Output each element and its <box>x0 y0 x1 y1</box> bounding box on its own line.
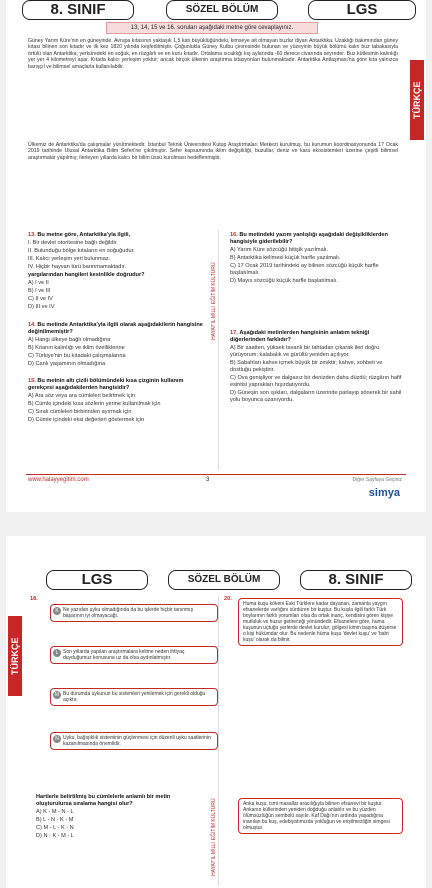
statement-item: IV. Hiçbir hayvan türü barınmamaktadır. <box>28 264 127 270</box>
question-20-number <box>224 596 232 603</box>
answer-option[interactable]: C) 17 Ocak 2019 tarihindeki ay bilinen sözcüğü küçük harfle başlatılmalı. <box>230 263 379 276</box>
next-page-note: Diğer Sayfaya Geçiniz <box>352 477 402 483</box>
section-label: SÖZEL BÖLÜM <box>168 570 280 590</box>
answer-option[interactable]: B) Antarktika kelimesi küçük harfle yazılmalı. <box>230 255 341 261</box>
statement-text: Son yıllarda yapılan araştırmalara kelime neden ihtiyaç duyduğumuz konusuna uz da olsa aydınlatmıştır. <box>63 649 185 661</box>
answer-option[interactable]: A) K - M - N - L <box>36 809 74 815</box>
passage-paragraph-1: Güney Yarım Küre'nin en güneyinde, Avrupa kıtasının yaklaşık 1,5 katı büyüklüğündeki, kimseye ait olmayan buzlar diyarı Antarktika. Uzaklığı bakımından güney kıtası bilinen son kıtadır ve ilk kez 1820 yılında keşfedilmiştir. Çoğunlukla Güney Kutbu çevresinde bulunan ve yüzeyinin büyük bölümü kalın buz tabakasıyla örtülü olan Antarktika; yerküredeki en soğuk, en rüzgârlı ve en kuru kıtadır. Ortalama sıcaklığı kış aylarında -60 derece civarında seyreder. Buz kütlesinin kalınlığı yer yer 4 kilometreyi aşar. Kıtada kalıcı yerleşim yoktur; ancak birçok ülkenin araştırma istasyonları bulunmaktadır. Antarktika Antlaşması'na göre kıta yalnızca barışçıl ve bilimsel amaçlarla kullanılabilir. <box>28 38 398 70</box>
question-stem: Bu metnin altı çizili bölümündeki kısa çizginin kullanım gerekçesi aşağıdakilerden hangisidir? <box>28 378 184 391</box>
statement-text: Uyku, bağışıklık sisteminin güçlenmesi için düzenli uyku saatlerinin kazanılmasında önemlidir. <box>63 735 211 747</box>
question-13 <box>28 232 208 311</box>
answer-option[interactable]: C) II ve IV <box>28 296 53 302</box>
answer-option[interactable]: D) Cümle içindeki eksi değerleri göstermek için <box>28 417 145 423</box>
subject-tab: TÜRKÇE <box>410 60 424 140</box>
answer-option[interactable]: A) Bir saatten, yüksek tavanlı bir tahtadan çıkarak ileri doğru yürüyorum; kalabalık ve gürültü yeniden açılıyor. <box>230 345 380 358</box>
section-label: SÖZEL BÖLÜM <box>166 0 278 20</box>
answer-option[interactable]: C) Türkiye'nin bu kıtadaki çalışmalarına <box>28 353 126 359</box>
vertical-caption: HAYAT'IL MİLLİ EĞİTİM KÜLTÜRÜ <box>211 262 217 340</box>
passage-text: Huma kuşu kökeni Eski Türklere kadar dayanan, zamanla yaygın efsanelerde varlığını sürdüren bir kuştur. Bu kuşla ilgili farklı Türk boylarının farklı yorumları olsa da ortak inanç, kendisini gören kişiye mutluluk ve huzur getireceği yönündedir. Efsanelere göre, huma kuşunun uçtuğu yerlerde devlet kurulur; gölgesi kimin başına düşerse o kişi hükümdar olur. Bu nedenle hüma kuşu 'devlet kuşu' ve 'baht kuşu' olarak da bilinir. <box>243 601 397 643</box>
statement-item: II. Bulunduğu bölge kıtaların en soğuğudur. <box>28 248 135 254</box>
question-stem: Hartlerle belirtilmiş bu cümlelerle anlamlı bir metin oluşturulursa sıralama hangisi olur? <box>36 794 171 807</box>
statement-item: III. Kalıcı yerleşim yeri bulunmaz. <box>28 256 111 262</box>
statement-box-k <box>50 604 218 622</box>
passage-text: Anka kuşu, ismi masallar aracılığıyla bilinen efsanevi bir kuştur. Ankanın küllerinden yeniden doğduğu anlatılır ve bu yüzden ölümsüzlüğün sembolü sayılır. Kaf Dağı'nın ardında yaşadığına inanılan bu kuş, edebiyatımızda yokluğun ve erişilmezliğin simgesi olmuştur. <box>243 801 390 831</box>
page-number: 3 <box>206 477 210 483</box>
grade-label: 8. SINIF <box>22 0 134 20</box>
letter-badge: K <box>53 607 61 615</box>
answer-option[interactable]: A) Hangi ülkeye bağlı olmadığına <box>28 337 111 343</box>
statement-text: Bu durumda uykunun bu sistemleri yenilemek için gerekli olduğu açıktır. <box>63 691 206 703</box>
statement-text: Ne yazıdan uyku olmadığında da bu işlerde hiçbir tanınmış başarının iyi olmayacağı. <box>63 607 194 619</box>
answer-option[interactable]: A) I ve II <box>28 280 49 286</box>
worksheet-page-1 <box>6 0 426 512</box>
answer-option[interactable]: C) Ova genişliyor ve dalgasız bir denizden daha düzdü; rüzgârın hafif esintisi yaprakları hışırdatıyordu. <box>230 375 402 388</box>
publisher-logo: simya <box>368 487 400 499</box>
exam-label: LGS <box>308 0 416 20</box>
question-number: 18. <box>30 596 38 602</box>
statement-box-m <box>50 688 218 706</box>
vertical-caption: HAYAT'IL MİLLİ EĞİTİM KÜLTÜRÜ <box>211 798 217 876</box>
question-number: 17. <box>230 330 238 336</box>
column-divider <box>218 596 219 886</box>
grade-label: 8. SINIF <box>300 570 412 590</box>
question-17 <box>230 330 405 404</box>
passage-box-huma <box>238 598 403 646</box>
question-stem: Bu metinde Antarktika'yla ilgili olarak aşağıdakilerin hangisine değinilmemiştir? <box>28 322 203 335</box>
question-number: 14. <box>28 322 36 328</box>
letter-badge: N <box>53 735 61 743</box>
answer-option[interactable]: B) I ve III <box>28 288 51 294</box>
question-number: 16. <box>230 232 238 238</box>
answer-option[interactable]: C) Sıralı cümleleri birbirinden ayırmak için <box>28 409 132 415</box>
worksheet-page-2 <box>6 536 426 888</box>
answer-option[interactable]: B) Cümle içindeki kısa sözlerin yerine kullanılmak için <box>28 401 161 407</box>
passage-box-anka <box>238 798 403 834</box>
answer-option[interactable]: B) L - N - K - M <box>36 817 74 823</box>
answer-option[interactable]: D) Mayıs sözcüğü küçük harfle başlatılmalı. <box>230 278 338 284</box>
question-stem: Bu metne göre, Antarktika'yla ilgili, <box>37 232 131 238</box>
exam-label: LGS <box>46 570 148 590</box>
answer-option[interactable]: D) III ve IV <box>28 304 55 310</box>
instruction-banner: 13, 14, 15 ve 16. soruları aşağıdaki metne göre cevaplayınız. <box>106 22 318 34</box>
question-18-number <box>30 596 38 603</box>
question-number: 15. <box>28 378 36 384</box>
page-header <box>16 0 416 20</box>
statement-box-l <box>50 646 218 664</box>
answer-option[interactable]: D) Canlı yaşamının olmadığına <box>28 361 106 367</box>
question-18 <box>36 794 206 840</box>
question-stem: Aşağıdaki metinlerden hangisinin anlatım tekniği diğerlerinden farklıdır? <box>230 330 370 343</box>
answer-option[interactable]: C) M - L - K - N <box>36 825 74 831</box>
answer-option[interactable]: D) Güneşin son ışıkları, dalgaların üzerinde parlayıp sönerek bir sahil yolu boyunca uzanıyordu. <box>230 390 402 403</box>
letter-badge: M <box>54 692 60 698</box>
footer-rule <box>26 474 406 475</box>
answer-option[interactable]: B) Kıtanın kalınlığı ve iklim özelliklerine <box>28 345 125 351</box>
publisher-url[interactable]: www.halayyegitim.com <box>28 477 89 483</box>
question-16 <box>230 232 405 285</box>
answer-option[interactable]: A) Yarım Küre sözcüğü bitişik yazılmalı. <box>230 247 329 253</box>
question-number: 20. <box>224 596 232 602</box>
question-stem: Bu metindeki yazım yanlışlığı aşağıdaki değişikliklerden hangisiyle giderilebilir? <box>230 232 388 245</box>
question-number: 13. <box>28 232 36 238</box>
column-divider <box>218 230 219 470</box>
question-14 <box>28 322 208 368</box>
answer-option[interactable]: B) Sabahları kahve içmek büyük bir zevktir; kahve, sohbeti ve dostluğu pekiştirir. <box>230 360 383 373</box>
answer-option[interactable]: A) Ara söz veya ara cümleleri belirtmek için <box>28 393 135 399</box>
page-header <box>16 570 416 590</box>
statement-item: I. Bir devlet otoritesine bağlı değildir. <box>28 240 118 246</box>
question-tail: yargılarından hangileri kesinlikle doğrudur? <box>28 272 145 278</box>
statement-box-n <box>50 732 218 750</box>
passage-paragraph-2: Ülkemiz de Antarktika'da çalışmalar yürütmektedir. İstanbul Teknik Üniversitesi Kutup Araştırmaları Merkezi kurulmuş, bu kurumun koordinasyonunda 17 Ocak 2019 tarihinde Ulusal Antarktika Bilim Seferi'ne çıkılmıştır. Sefer kapsamında iklim değişikliği, buzullar, deniz ve kara ekosistemleri üzerine çeşitli bilimsel araştırmalar yapılmış; ilerleyen yıllarda kalıcı bir bilim üssü kurulması hedeflenmiştir. <box>28 142 398 161</box>
question-15 <box>28 378 208 424</box>
answer-option[interactable]: D) N - K - M - L <box>36 833 74 839</box>
subject-tab: TÜRKÇE <box>8 616 22 696</box>
letter-badge: L <box>53 649 61 657</box>
